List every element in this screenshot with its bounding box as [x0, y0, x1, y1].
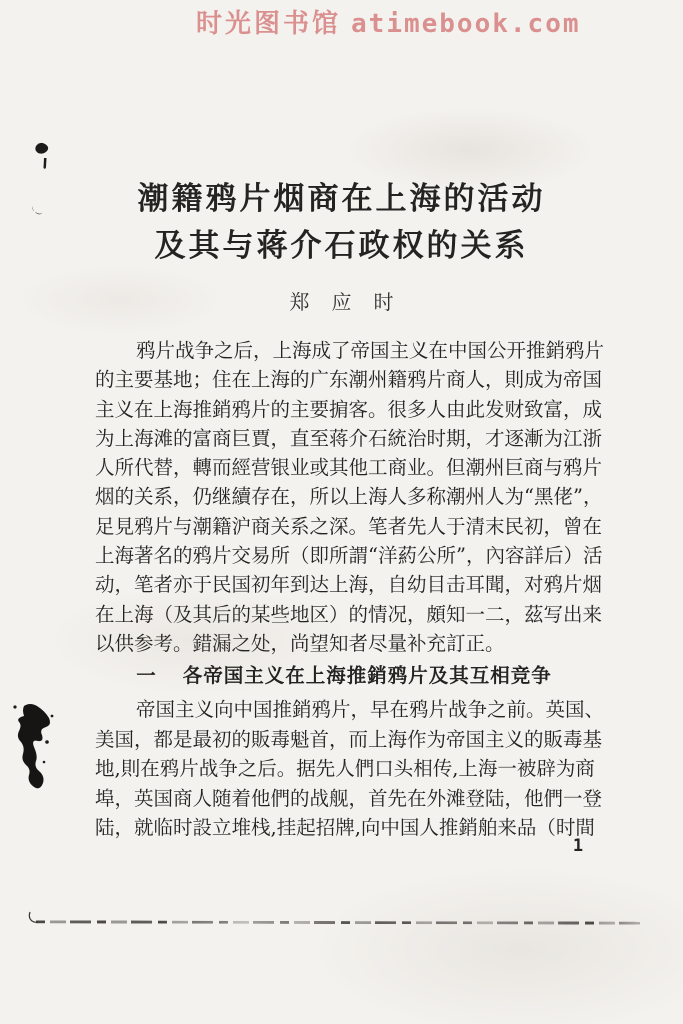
text-line: 烟的关系，仍继續存在，所以上海人多称潮州人为“黑佬”， [95, 485, 603, 509]
ink-speck-icon [45, 740, 49, 744]
section-heading [95, 660, 593, 688]
text-line: 以供参考。錯漏之处，尚望知者尽量补充訂正。 [95, 631, 505, 655]
article-title [0, 176, 683, 270]
section-title: 各帝国主义在上海推銷鸦片及其互相竞争 [182, 664, 552, 687]
text-line: 人所代替，轉而經营银业或其他工商业。但潮州巨商与鸦片 [95, 456, 603, 480]
text-line: 在上海（及其后的某些地区）的情况，頗知一二，茲写出来 [95, 602, 603, 626]
text-line: 埠，英国商人随着他們的战舰，首先在外滩登陆，他們一登 [95, 786, 603, 810]
text-line: 地,則在鸦片战争之后。据先人們口头相传,上海一被辟为商 [95, 757, 595, 781]
ink-tick-icon [44, 158, 47, 169]
article-title-line1: 潮籍鸦片烟商在上海的活动 [137, 181, 546, 217]
page-number: 1 [572, 836, 584, 856]
paragraph-intro [95, 336, 605, 658]
ink-blot-small-icon [35, 143, 48, 154]
author-name: 郑应时 [289, 290, 416, 314]
ink-speck-icon [51, 715, 54, 718]
text-line: 陆，就临时設立堆栈,挂起招牌,向中国人推銷舶来品（时間 [95, 816, 595, 840]
watermark [196, 3, 581, 40]
text-line: 美国，都是最初的販毒魁首，而上海作为帝国主义的販毒基 [95, 727, 603, 751]
ink-speck-icon [13, 705, 16, 708]
paragraph-section-one [95, 695, 605, 843]
text-line: 的主要基地；住在上海的广东潮州籍鸦片商人，則成为帝国 [95, 368, 603, 392]
text-line: 主义在上海推銷鸦片的主要掮客。很多人由此发财致富，成 [95, 397, 603, 421]
text-line: 为上海滩的富商巨賈，直至蒋介石統治时期，才逐漸为江浙 [95, 426, 603, 450]
watermark-site-name: 时光图书馆 [196, 9, 342, 39]
section-number: 一 [136, 664, 157, 687]
article-title-line2: 及其与蒋介石政权的关系 [154, 228, 529, 264]
text-line: 上海著名的鸦片交易所（即所謂“洋葯公所”，內容詳后）活 [95, 544, 603, 568]
fold-crease-line [36, 920, 642, 924]
text-line: 足見鸦片与潮籍沪商关系之深。笔者先人于清末民初，曾在 [95, 514, 603, 538]
text-line: 动，笔者亦于民国初年到达上海，自幼目击耳聞，对鸦片烟 [95, 573, 603, 597]
text-line: 帝国主义向中国推銷鸦片，早在鸦片战争之前。英国、 [136, 698, 605, 721]
ink-speck-icon [43, 761, 46, 764]
ink-blot-large-icon [18, 704, 50, 788]
watermark-domain: atimebook.com [351, 9, 581, 39]
text-line: 鸦片战争之后，上海成了帝国主义在中国公开推銷鸦片 [136, 339, 605, 362]
